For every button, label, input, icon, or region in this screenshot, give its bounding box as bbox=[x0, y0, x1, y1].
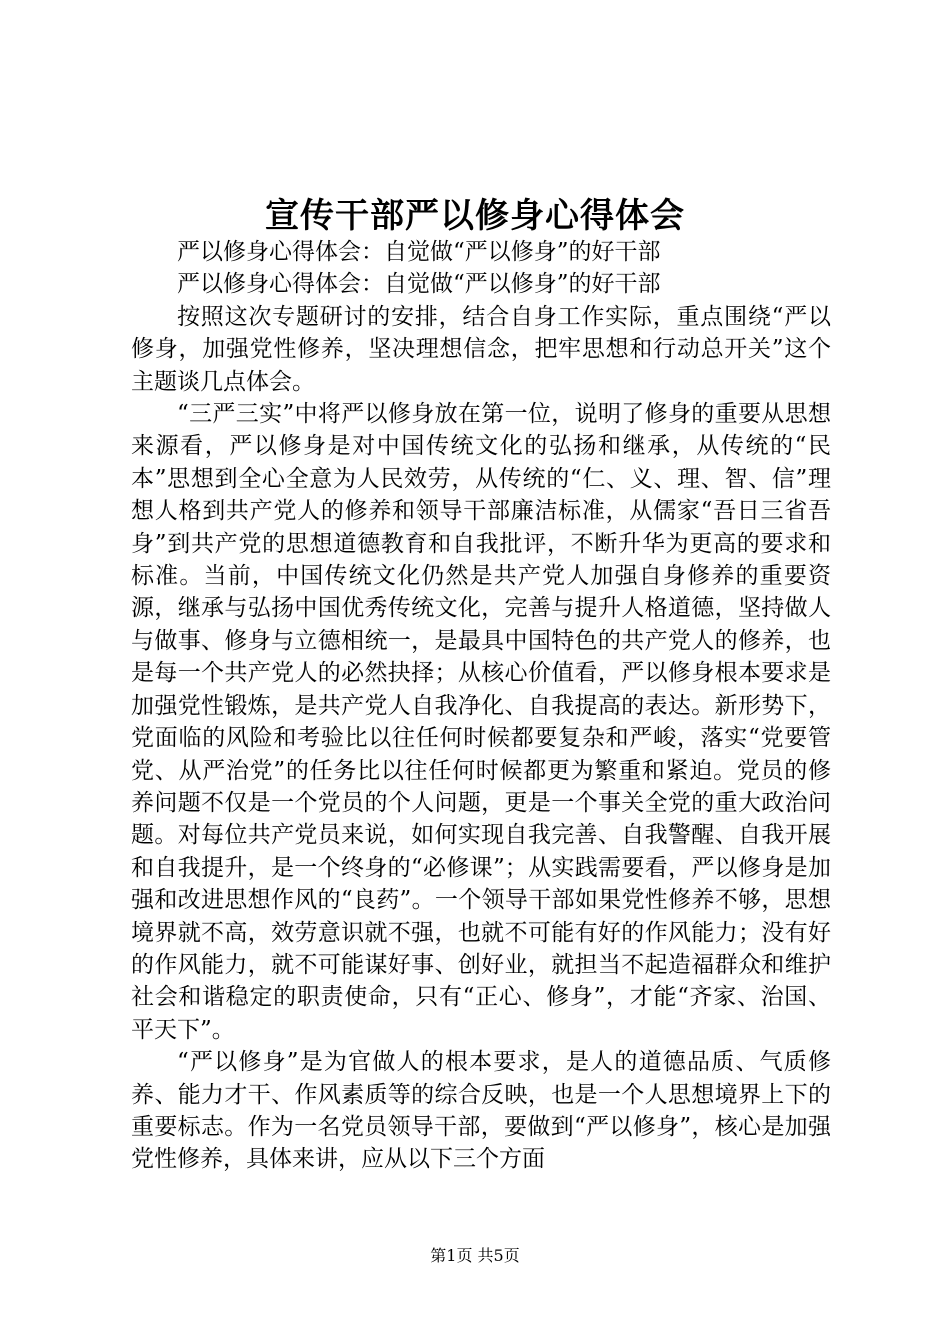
document-body bbox=[131, 236, 831, 1176]
paragraph-subtitle-1: 严以修身心得体会：自觉做“严以修身”的好干部 bbox=[177, 239, 661, 265]
paragraph-subtitle-2: 严以修身心得体会：自觉做“严以修身”的好干部 bbox=[177, 271, 661, 298]
page-footer bbox=[0, 1243, 950, 1266]
paragraph-main: “三严三实”中将严以修身放在第一位，说明了修身的重要从思想来源看，严以修身是对中国传统文化的弘扬和继承，从传统的“民本”思想到全心全意为人民效劳，从传统的“仁、义、理、智、信”理想人格到共产党人的修养和领导干部廉洁标准，从儒家“吾日三省吾身”到共产党的思想道德教育和自我批评，不断升华为更高的要求和标准。当前，中国传统文化仍然是共产党人加强自身修养的重要资源，继承与弘扬中国优秀传统文化，完善与提升人格道德，坚持做人与做事、修身与立德相统一，是最具中国特色的共产党人的修养，也是每一个共产党人的必然抉择；从核心价值看，严以修身根本要求是加强党性锻炼，是共产党人自我净化、自我提高的表达。新形势下，党面临的风险和考验比以往任何时候都要复杂和严峻，落实“党要管党、从严治党”的任务比以往任何时候都更为繁重和紧迫。党员的修养问题不仅是一个党员的个人问题，更是一个事关全党的重大政治问题。对每位共产党员来说，如何实现自我完善、自我警醒、自我开展和自我提升，是一个终身的“必修课”；从实践需要看，严以修身是加强和改进思想作风的“良药”。一个领导干部如果党性修养不够，思想境界就不高，效劳意识就不强，也就不可能有好的作风能力；没有好的作风能力，就不可能谋好事、创好业，就担当不起造福群众和维护社会和谐稳定的职责使命，只有“正心、修身”，才能“齐家、治国、平天下”。 bbox=[131, 401, 831, 1043]
paragraph-closing: “严以修身”是为官做人的根本要求，是人的道德品质、气质修养、能力才干、作风素质等的综合反映，也是一个人思想境界上下的重要标志。作为一名党员领导干部，要做到“严以修身”，核心是加强党性修养，具体来讲，应从以下三个方面 bbox=[131, 1049, 831, 1173]
page-number: 第1页 bbox=[430, 1246, 473, 1265]
page-title: 宣传干部严以修身心得体会 bbox=[265, 196, 685, 236]
page-total: 共5页 bbox=[477, 1246, 520, 1265]
paragraph-intro: 按照这次专题研讨的安排，结合自身工作实际，重点围绕“严以修身，加强党性修养，坚决理想信念，把牢思想和行动总开关”这个主题谈几点体会。 bbox=[131, 303, 831, 395]
